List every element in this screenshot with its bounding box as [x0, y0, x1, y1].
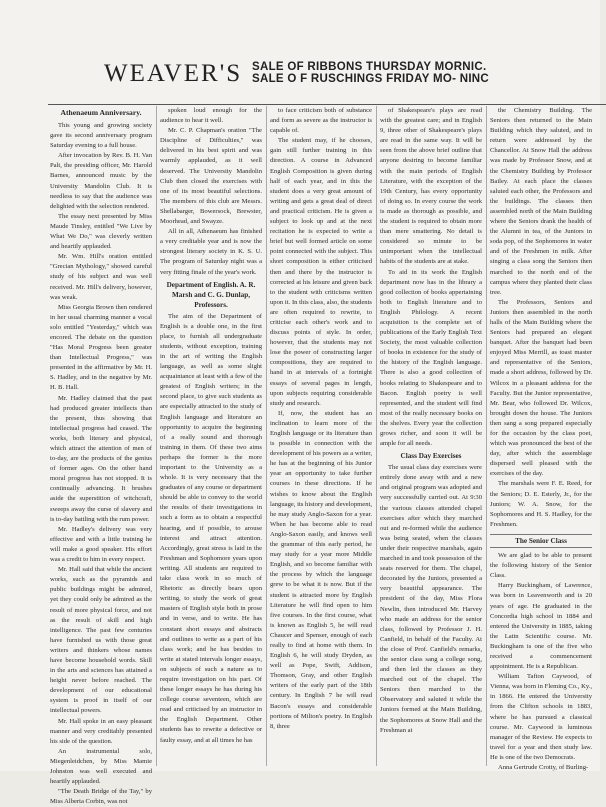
paragraph: Anna Gertrude Crotty, of Burling- [498, 764, 589, 771]
paragraph: After invocation by Rev. B. H. Van Palt, the presiding officer, Mr. Harold Barnes, announced music by the University Mandolin Club. It is needless to say that the audience was delighted with the selection rendered. [50, 152, 152, 210]
column-5 [490, 106, 596, 771]
paragraph: spoken loud enough for the audience to hear it well. [160, 107, 262, 125]
paragraph: The usual class day exercises were entirely done away with and a new and original program was adopted and very successfully carried out. At 9:30 the various classes attended chapel exercises after which they marched out and re-formed while the audience was being seated, when the classes under their respective marshals, again marched in and took possession of the seats reserved for them. The chapel, decorated by the Juniors, presented a very beautiful appearance. The president of the day, Miss Flora Newlin, then introduced Mr. Harvey who made an address for the senior class, followed by Professor J. H. Canfield, in behalf of the Faculty. At the close of Prof. Canfield's remarks, the senior class sang a college song, and then led the classes as they marched out of the chapel. The Seniors then marched to the Observatory and saluted it while the Juniors formed at the Main Building, the Sophomores at Snow Hall and the Freshman at [380, 464, 482, 734]
column-4 [380, 106, 487, 766]
paragraph: William Tafton Caywood, of Vienna, was born in Fleming Co., Ky., in 1866. He entered the University from the Clifton schools in 1883, where he has pursued a classical course. Mr. Caywood is luminous manager of the Review. He expects to travel for a year and then study law. He is one of the two Democrats. [490, 673, 592, 761]
masthead-brand: WEAVER'S [104, 60, 243, 87]
paragraph: the Chemistry Building. The Seniors then returned to the Main Building which they saluted, and in return were addressed by the Chancellor. At Snow Hall the address was made by Professor Snow, and at the Chemistry Building by Professor Bailey. At each place the classes saluted each other, the Professors and the buildings. The classes then assembled north of the Main Building where the Seniors drank the health of the Alumni in tea, of the Juniors in soda pop, of the Sophomores in water and of the Freshmen in milk. After singing a class song the Seniors then marched to the north end of the campus where they planted their class tree. [490, 107, 592, 296]
paragraph: Mr. C. P. Chapman's oration "The Discipline of Difficulties," was delivered in his best spirit and was warmly applauded, as it well deserved. The University Mandolin Club then closed the exercises with one of its most beautiful selections. The members of this club are Messrs. Shellabarger, Bowersock, Brewster, Moorhead, and Swayze. [160, 127, 262, 226]
masthead [0, 58, 600, 104]
paragraph: The student may, if he chooses, gain still further training in this direction. A course in Advanced English Composition is given during half of each year, and in this the student does a very great amount of writing and gets a great deal of direct and practical criticism. He is given a subject to look up and at the next recitation he is expected to write a brief but well formed article on some point connected with the subject. This short composition is either criticised then and there by the instructor is corrected at his leisure and given back to the student with criticisms written upon it. In this class, also, the students are often required to rewrite, to criticise each other's work and to discuss points of style. In order, however, that the students may not lose the power of constructing larger compositions, they are required to hand in at intervals of a fortnight essays of several pages in length, upon subjects requiring considerable study and research. [270, 137, 372, 407]
paragraph: If, now, the student has an inclination to learn more of the English language or its literature than is possible in connection with the development of his powers as a writer, he has at the beginning of his Junior year an opportunity to take further courses in these directions. If he wishes to know about the English language, its history and development, he may study Anglo-Saxon for a year. When he has become able to read Anglo-Saxon easily, and knows well the grammar of this early period, he may study for a year more Middle English, and so become familiar with the process by which the language grew to be what it is now. But if the student is attracted more by English Literature he will find open to him five courses. In the first course, what is known as English 5, he will read Chaucer and Spenser, enough of each really to find at home with them. In English 6, he will study Dryden, as well as Pope, Swift, Addison, Thomson, Gray, and other English writers of the early part of the 18th century. In English 7 he will read Bacon's essays and considerable portions of Milton's poetry. In English 8, three [270, 409, 372, 730]
paragraph: To aid in its work the English department now has in the library a good collection of books appertaining both to English literature and to English Philology. A recent acquisition is the complete set of publications of the Early English Text Society, the most valuable collection of books in existence for the study of the history of the English language. There is also a good collection of books relating to Shakespeare and to Bacon. English poetry is well represented, and the student will find most of the really necessary books on the shelves. Every year the collection grows richer, and soon it will be ample for all needs. [380, 268, 482, 448]
paragraph: We are glad to be able to present the following history of the Senior Class. [490, 552, 592, 580]
paragraph: Mr. Hall spoke in an easy pleasant manner and very creditably presented his side of the question. [50, 717, 152, 745]
paragraph: An instrumental solo, Miegenleidchen, by Miss Mamie Johnston was well executed and heartily applauded. [50, 747, 152, 786]
paragraph: Mr. Hadley's delivery was very effective and with a little training he will make a good speaker. His effort was a credit to him in every respect. [50, 525, 152, 564]
paragraph: to face criticism both of substance and form as severe as the instructor is capable of. [270, 107, 372, 135]
paragraph: Mr. Hall said that while the ancient works, such as the pyramids and public buildings might be admired, yet they could only be admired as the result of more physical force, and not as the result of skill and high intelligence. The past few centuries have furnished us with those great writers and thinkers whose names have become household words. Skill in the arts and sciences has attained a height never before reached. The development of our educational system is proof in itself of our intellectual powers. [50, 566, 152, 715]
paragraph: Mr. Wm. Hill's oration entitled "Grecian Mythology," showed careful study of his subject and was well received. Mr. Hill's delivery, however, was weak. [50, 253, 152, 301]
masthead-line-1: SALE OF RIBBONS THURSDAY MORNIC. [252, 61, 487, 73]
paragraph: Harry Buckingham, of Lawrence, was born in Leavenworth and is 20 years of age. He graduated in the Concordia high school in 1884 and entered the University in 1885, taking the Latin Scientific course. Mr. Buckingham is one of the five who received a commencement appointment. He is a Republican. [490, 582, 592, 671]
masthead-line-2: SALE O F RUSCHINGS FRIDAY MO- NINC [252, 73, 490, 85]
athenaeum-heading: Athenaeum Anniversary. [60, 108, 142, 117]
paragraph: "The Death Bridge of the Tay," by Miss Alberta Corbin, was not [50, 788, 152, 806]
paragraph: This young and growing society gave its second anniversary program Saturday evening to a full house. [50, 122, 152, 150]
english-department-heading: Department of English. A. R. Marsh and C. G. Dunlap, Professors. [166, 280, 256, 309]
paragraph: Miss Georgia Brown then rendered in her usual charming manner a vocal solo entitled "Yesterday," which was encored. The debate on the question "Has Moral Progress been greater than Intellectual Progress," was presented in the affirmative by Mr. H. S. Hadley, and in the negative by Mr. H. B. Hall. [50, 303, 152, 392]
paragraph: The Professors, Seniors and Juniors then assembled in the north halls of the Main Building where the Seniors had prepared an elegant banquet. After the banquet had been enjoyed Miss Merrill, as toast master and representative of the Seniors, made a short address, followed by Dr. Wilcox in a pleasant address for the Faculty. But the Junior representative, Mr. Bear, who followed Dr. Wilcox, brought down the house. The Juniors then sang a song prepared especially for the occasion by the class poet, which was pronounced the best of the day, after which the assemblage dispersed well pleased with the exercises of the day. [490, 298, 592, 478]
paragraph: The essay next presented by Miss Maude Tinsley, entitled "We Live by What We Do," was cleverly written and heartily applauded. [50, 212, 152, 251]
paragraph: The aim of the Department of English is a double one, in the first place, to furnish all undergraduate students, without exception, training in the art of writing the English language, as well as some slight acquaintance at least with a few of the greatest of English writers; in the second place, to give such students as are especially attracted to the study of English language and literature an opportunity to acquire the beginning of a really sound and thorough training in them. Of these two aims perhaps the former is the more important to the University as a whole. It is very necessary that the graduates of any course or department should be able to convey to the world the results of their investigations in such a form as to obtain a respectful hearing, and if possible, to arouse interest and attract attention. Accordingly, great stress is laid in the Freshman and Sophomore years upon writing. All students are required to take class work in so much of Rhetoric as directly bears upon writing, to study the work of great masters of English style both in prose and in verse, and to write. He has constant short essays and abstracts and outlines to write as a part of his class work; and he has besides to write at stated intervals longer essays, on subjects of such a nature as to require investigation on his part. Of these longer essays he has during his college course seventeen, which are read and criticised by an instructor in the English Department. Other students has to rewrite a defective or faulty essay, and at all times he has [160, 312, 262, 744]
class-day-heading: Class Day Exercises [400, 452, 462, 461]
paragraph: of Shakespeare's plays are read with the greatest care; and in English 9, three other of Shakespeare's plays are read in the same way. It will be seen from the above brief outline that anyone desiring to become familiar with the main periods of English Literature, with the exception of the 19th Century, has every opportunity of doing so. In every course the work is made as thorough as possible, and the student is required to obtain more than mere smattering. No detail is considered so minute to be unimportant when the intellectual habits of the students are at stake. [380, 107, 482, 266]
senior-class-heading: The Senior Class [490, 534, 592, 548]
column-1 [50, 106, 157, 806]
article-columns [50, 106, 602, 806]
paragraph: The marshals were F. E. Reed, for the Seniors; D. E. Esterly, Jr., for the Juniors; W. A. Snow, for the Sophomores and H. S. Hadley, for the Freshmen. [490, 480, 592, 528]
masthead-rule [48, 104, 606, 105]
paragraph: All in all, Athenaeum has finished a very creditable year and is now the strongest literary society in K. S. U. The program of Saturday night was a very fitting finale of the year's work. [160, 228, 262, 276]
paragraph: Mr. Hadley claimed that the past had produced greater intellects than the present, thus showing that intellectual progress had ceased. The works, both literary and physical, which attract the attention of men of to-day, are the products of the genius of former ages. On the other hand moral progress has not stopped. It is continually advancing. It brushes aside the superstition of witchcraft, sweeps away the curse of slavery and is to-day battling with the rum power. [50, 394, 152, 523]
column-3 [270, 106, 377, 766]
masthead-sale-lines [252, 61, 489, 85]
column-2 [160, 106, 267, 766]
